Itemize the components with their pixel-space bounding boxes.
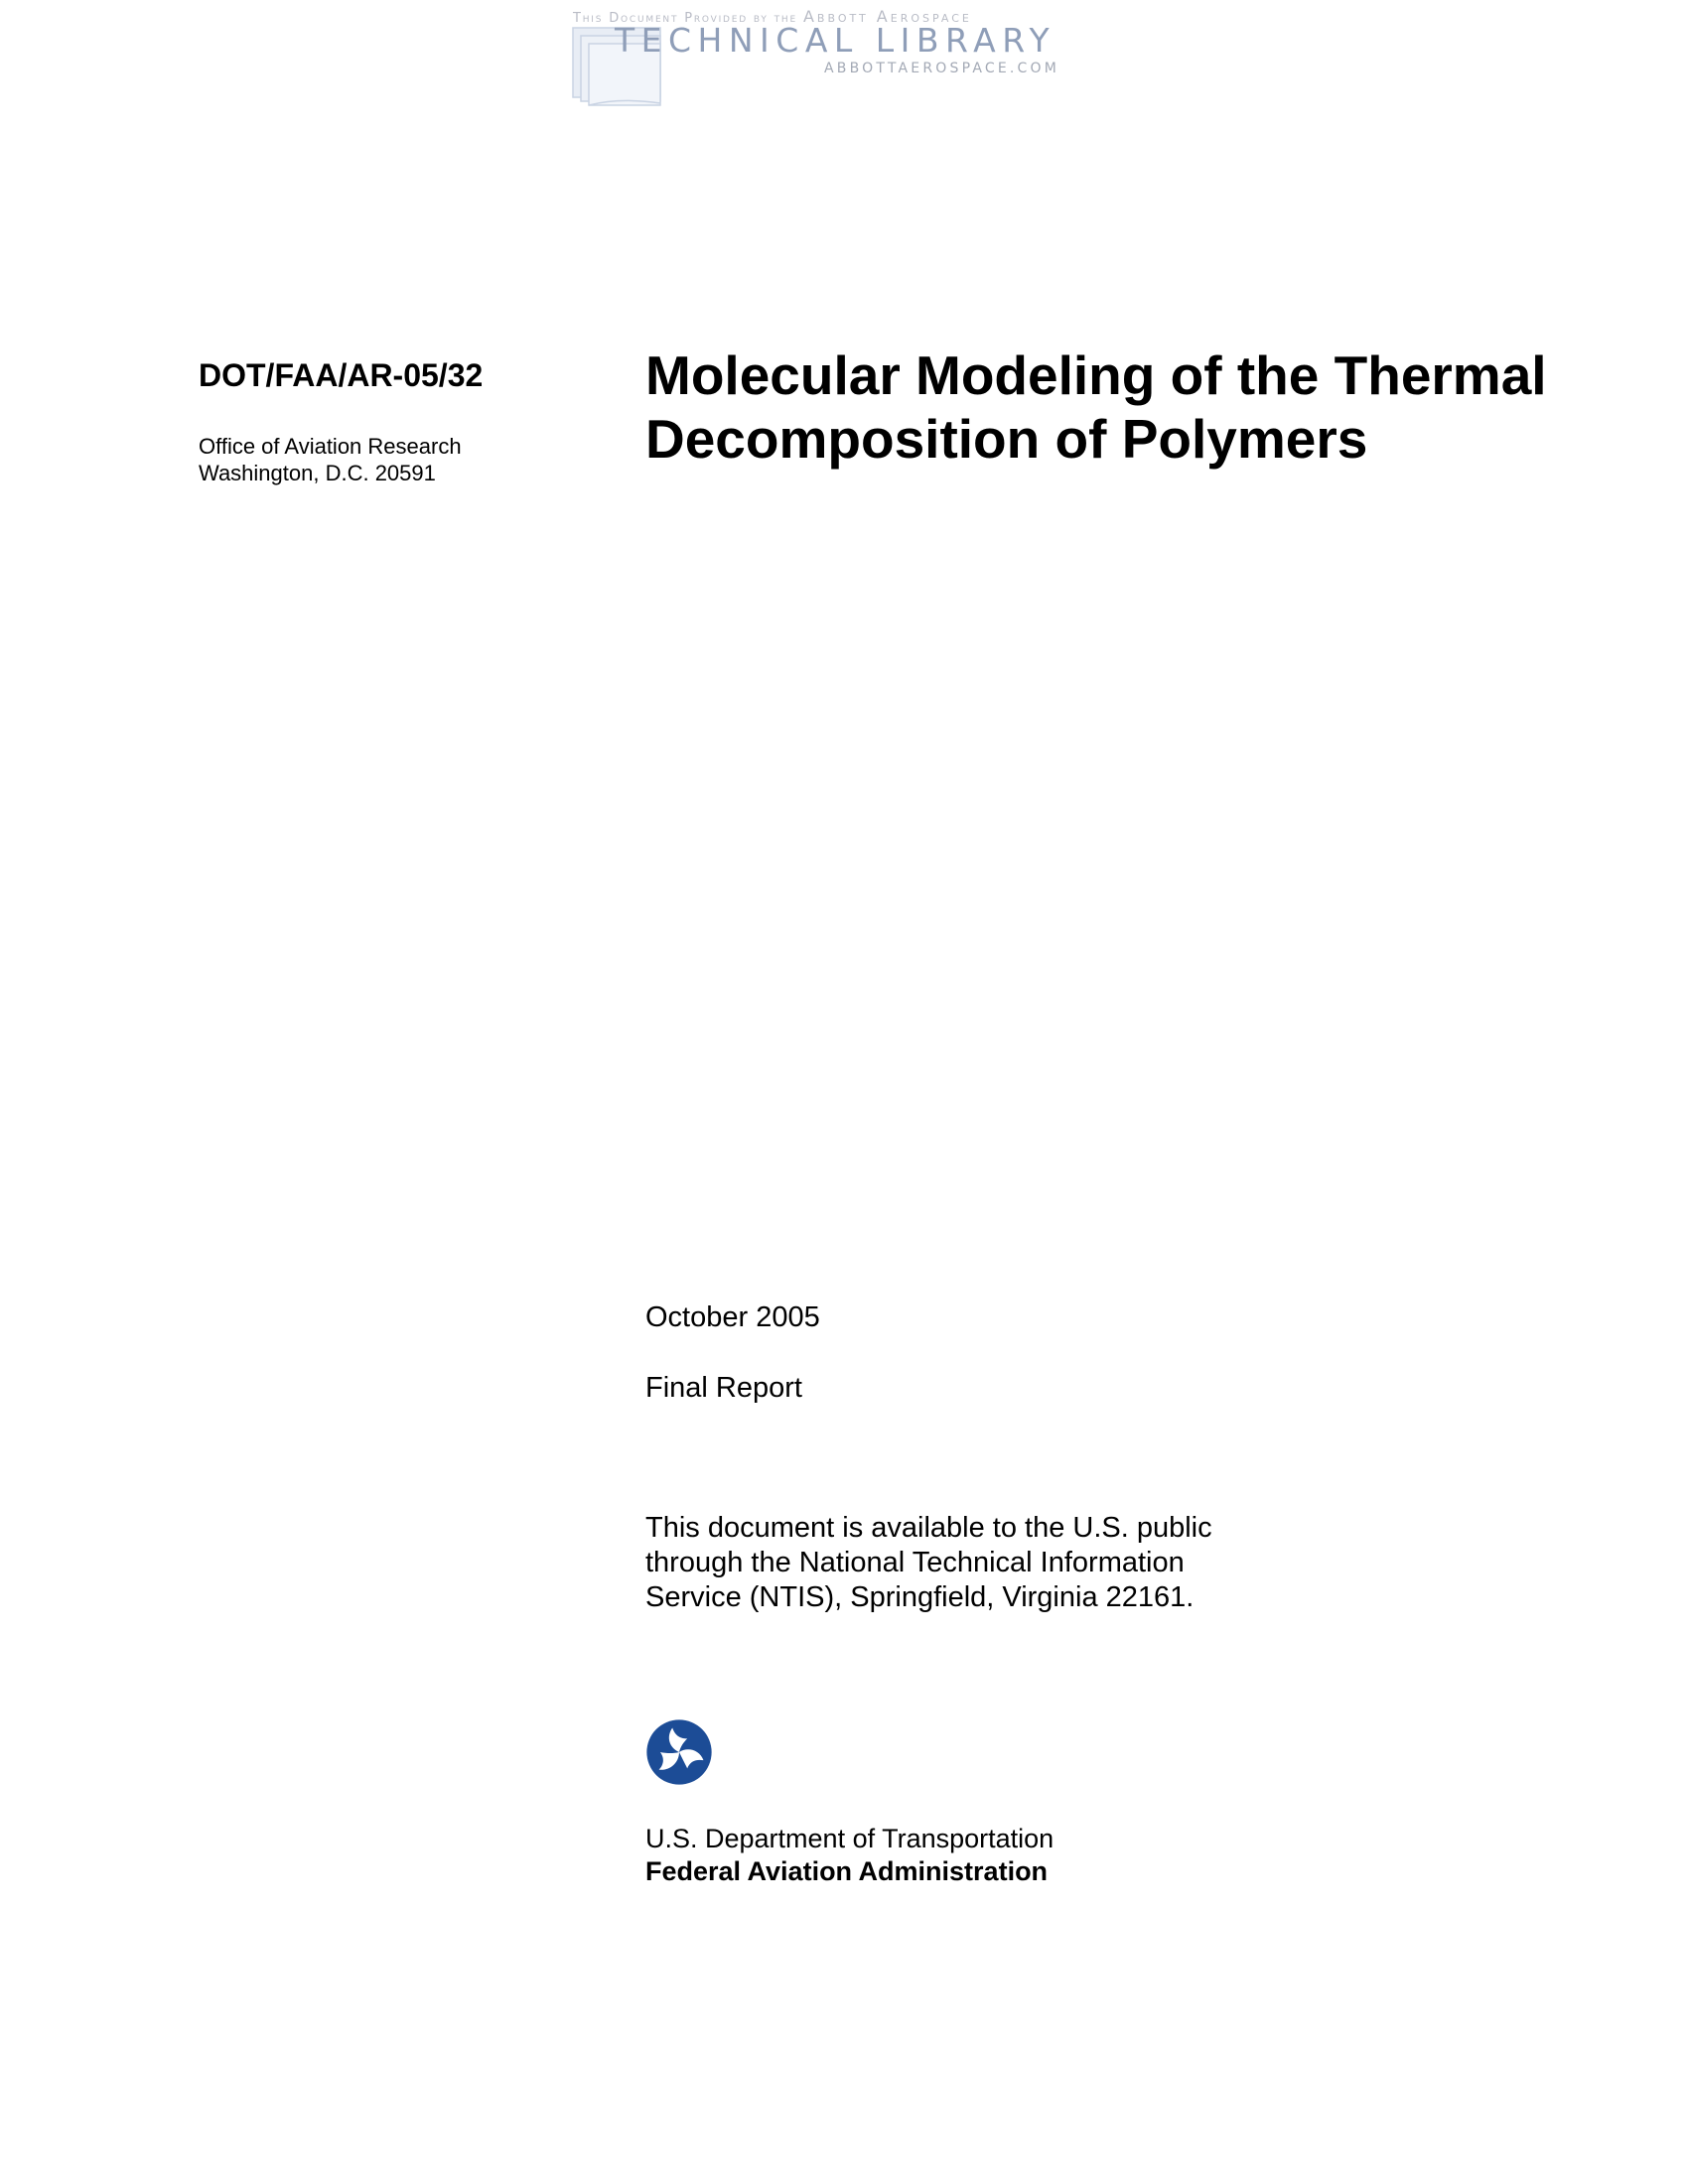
office-city: Washington, D.C. 20591 (199, 461, 436, 485)
availability-line-3: Service (NTIS), Springfield, Virginia 22161. (645, 1581, 1195, 1613)
document-title (645, 343, 1547, 471)
administration-name: Federal Aviation Administration (645, 1856, 1049, 1886)
agency-block (645, 1823, 1054, 1888)
availability-line-1: This document is available to the U.S. public (645, 1512, 1212, 1544)
office-name: Office of Aviation Research (199, 434, 462, 459)
availability-line-2: through the National Technical Information (645, 1547, 1185, 1578)
report-number: DOT/FAA/AR-05/32 (199, 357, 484, 393)
availability-statement (645, 1511, 1212, 1615)
title-line-2: Decomposition of Polymers (645, 408, 1368, 470)
report-type: Final Report (645, 1372, 802, 1404)
watermark-prefix: This Document Provided by the (573, 11, 797, 26)
watermark-brand: Abbott Aerospace (802, 7, 972, 26)
watermark-header (571, 4, 1087, 115)
watermark-library-name: TECHNICAL LIBRARY (615, 21, 1056, 60)
watermark-website: ABBOTTAEROSPACE.COM (824, 61, 1060, 76)
dot-triskelion-logo (645, 1718, 713, 1786)
title-line-1: Molecular Modeling of the Thermal (645, 344, 1547, 406)
department-name: U.S. Department of Transportation (645, 1824, 1055, 1853)
report-date: October 2005 (645, 1301, 820, 1333)
office-address (199, 433, 462, 486)
